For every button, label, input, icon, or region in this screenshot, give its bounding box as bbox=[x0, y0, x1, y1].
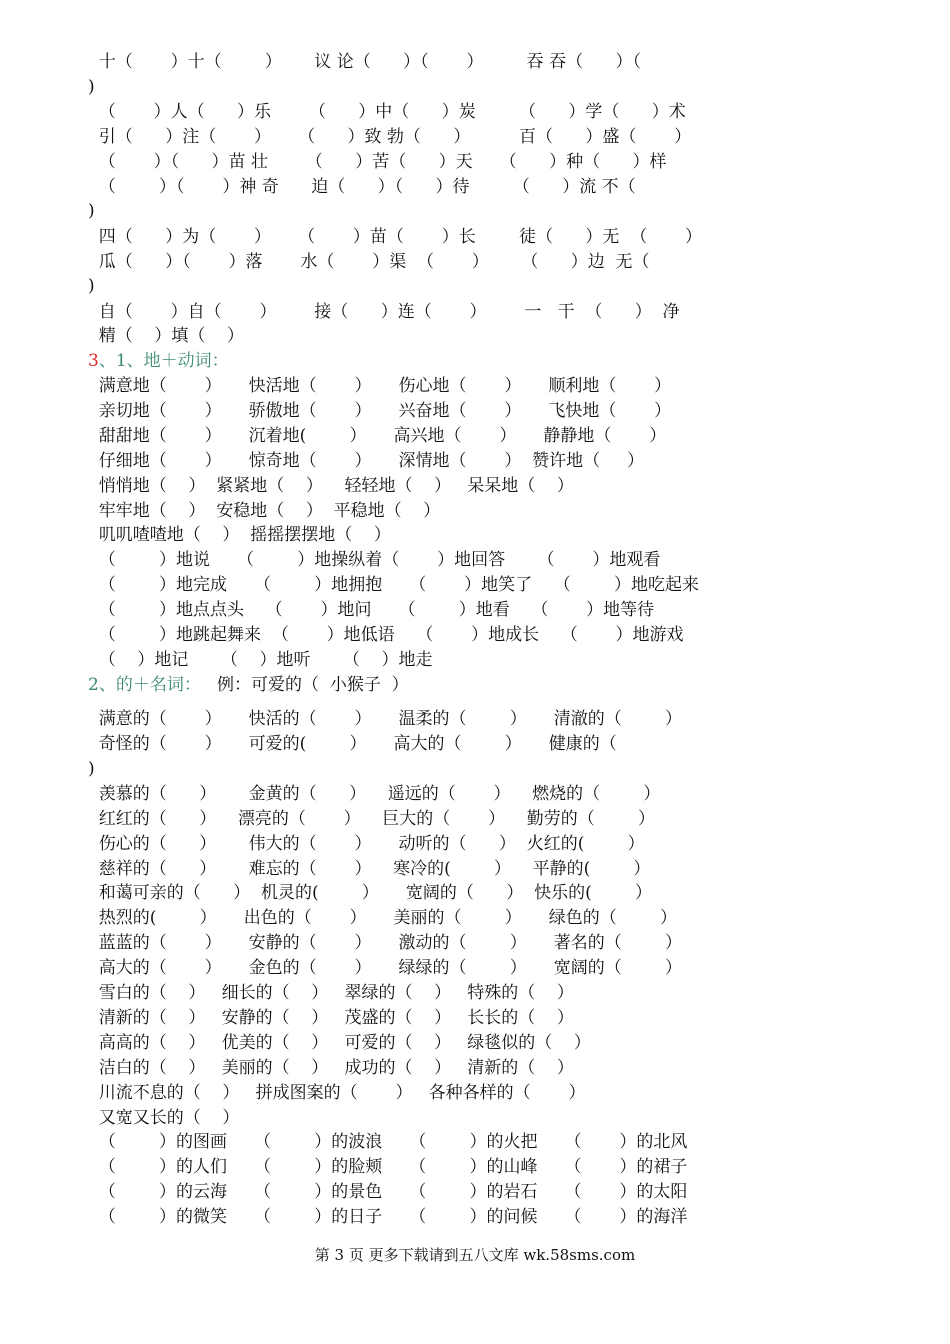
idiom-line: （ ）人（ ）乐 （ ）中（ ）炭 （ ）学（ ）术 bbox=[88, 102, 686, 122]
exercise-line: 红红的（ ） 漂亮的（ ） 巨大的（ ） 勤劳的（ ） bbox=[88, 809, 655, 829]
exercise-line: 洁白的（ ） 美丽的（ ） 成功的（ ） 清新的（ ） bbox=[88, 1058, 574, 1078]
idiom-line: 四（ ）为（ ） （ ）苗（ ）长 徒（ ）无 （ ） bbox=[88, 227, 703, 247]
exercise-line: 蓝蓝的（ ） 安静的（ ） 激动的（ ） 著名的（ ） bbox=[88, 933, 682, 953]
idiom-line: ) bbox=[88, 77, 95, 97]
exercise-line: （ ）的人们 （ ）的脸颊 （ ）的山峰 （ ）的裙子 bbox=[88, 1157, 688, 1177]
idiom-line: 精（ ）填（ ） bbox=[88, 326, 245, 346]
exercise-line: 牢牢地（ ） 安稳地（ ） 平稳地（ ） bbox=[88, 501, 441, 521]
section-heading bbox=[88, 673, 863, 698]
section-title: 、1、地＋动词： bbox=[98, 351, 229, 371]
section-title: 2、的＋名词： bbox=[88, 675, 201, 695]
exercise-line: 仔细地（ ） 惊奇地（ ） 深情地（ ） 赞许地（ ） bbox=[88, 451, 645, 471]
exercise-line: （ ）的图画 （ ）的波浪 （ ）的火把 （ ）的北风 bbox=[88, 1132, 688, 1152]
exercise-line: 亲切地（ ） 骄傲地（ ） 兴奋地（ ） 飞快地（ ） bbox=[88, 401, 672, 421]
section-heading bbox=[88, 349, 863, 374]
example-text: 例：可爱的（ 小猴子 ） bbox=[200, 675, 409, 695]
idiom-line: （ ）（ ）苗 壮 （ ）苦（ ）天 （ ）种（ ）样 bbox=[88, 152, 667, 172]
exercise-line: （ ）地跳起舞来 （ ）地低语 （ ）地成长 （ ）地游戏 bbox=[88, 625, 684, 645]
idiom-line: 自（ ）自（ ） 接（ ）连（ ） 一 干 （ ） 净 bbox=[88, 302, 680, 322]
section-number: 3 bbox=[88, 351, 99, 371]
exercise-line: 高高的（ ） 优美的（ ） 可爱的（ ） 绿毯似的（ ） bbox=[88, 1033, 591, 1053]
exercise-line: （ ）的微笑 （ ）的日子 （ ）的问候 （ ）的海洋 bbox=[88, 1207, 688, 1227]
exercise-line: 奇怪的（ ） 可爱的( ） 高大的（ ） 健康的（ bbox=[88, 734, 617, 754]
idiom-line: ) bbox=[88, 276, 95, 296]
exercise-line: 又宽又长的（ ） bbox=[88, 1108, 240, 1128]
exercise-line: （ ）的云海 （ ）的景色 （ ）的岩石 （ ）的太阳 bbox=[88, 1182, 688, 1202]
exercise-line: 慈祥的（ ） 难忘的（ ） 寒冷的( ） 平静的( ） bbox=[88, 859, 651, 879]
exercise-line: 高大的（ ） 金色的（ ） 绿绿的（ ） 宽阔的（ ） bbox=[88, 958, 682, 978]
exercise-line: ) bbox=[88, 759, 95, 779]
idiom-line: （ ）（ ）神 奇 迫（ ）（ ）待 （ ）流 不（ bbox=[88, 177, 636, 197]
exercise-line: 伤心的（ ） 伟大的（ ） 动听的（ ） 火红的( ） bbox=[88, 834, 645, 854]
exercise-line: （ ）地说 （ ）地操纵着（ ）地回答 （ ）地观看 bbox=[88, 550, 661, 570]
exercise-line: （ ）地点点头 （ ）地问 （ ）地看 （ ）地等待 bbox=[88, 600, 655, 620]
exercise-line: 甜甜地（ ） 沉着地( ） 高兴地（ ） 静静地（ ） bbox=[88, 426, 667, 446]
idiom-line: 十（ ）十（ ） 议 论（ ）（ ） 吞 吞（ ）（ bbox=[88, 52, 641, 72]
exercise-line: 雪白的（ ） 细长的（ ） 翠绿的（ ） 特殊的（ ） bbox=[88, 983, 574, 1003]
exercise-line: 叽叽喳喳地（ ） 摇摇摆摆地（ ） bbox=[88, 525, 391, 545]
exercise-line: 川流不息的（ ） 拼成图案的（ ） 各种各样的（ ） bbox=[88, 1083, 586, 1103]
exercise-line: 满意地（ ） 快活地（ ） 伤心地（ ） 顺利地（ ） bbox=[88, 376, 672, 396]
idiom-line: 瓜（ ）（ ）落 水（ ）渠 （ ） （ ）边 无（ bbox=[88, 252, 650, 272]
exercise-line: 和蔼可亲的（ ） 机灵的( ） 宽阔的（ ） 快乐的( ） bbox=[88, 883, 653, 903]
exercise-line: 羡慕的（ ） 金黄的（ ） 遥远的（ ） 燃烧的（ ） bbox=[88, 784, 661, 804]
page-footer: 第 3 页 更多下载请到五八文库 wk.58sms.com bbox=[314, 1246, 636, 1264]
exercise-line: 清新的（ ） 安静的（ ） 茂盛的（ ） 长长的（ ） bbox=[88, 1008, 574, 1028]
idiom-line: ) bbox=[88, 201, 95, 221]
exercise-line: 热烈的( ） 出色的（ ） 美丽的（ ） 绿色的（ ） bbox=[88, 908, 678, 928]
exercise-line: 满意的（ ） 快活的（ ） 温柔的（ ） 清澈的（ ） bbox=[88, 709, 682, 729]
exercise-line: （ ）地完成 （ ）地拥抱 （ ）地笑了 （ ）地吃起来 bbox=[88, 575, 699, 595]
idiom-line: 引（ ）注（ ） （ ）致 勃（ ） 百（ ）盛（ ） bbox=[88, 127, 692, 147]
exercise-line: 悄悄地（ ） 紧紧地（ ） 轻轻地（ ） 呆呆地（ ） bbox=[88, 476, 574, 496]
exercise-line: （ ）地记 （ ）地听 （ ）地走 bbox=[88, 650, 433, 670]
